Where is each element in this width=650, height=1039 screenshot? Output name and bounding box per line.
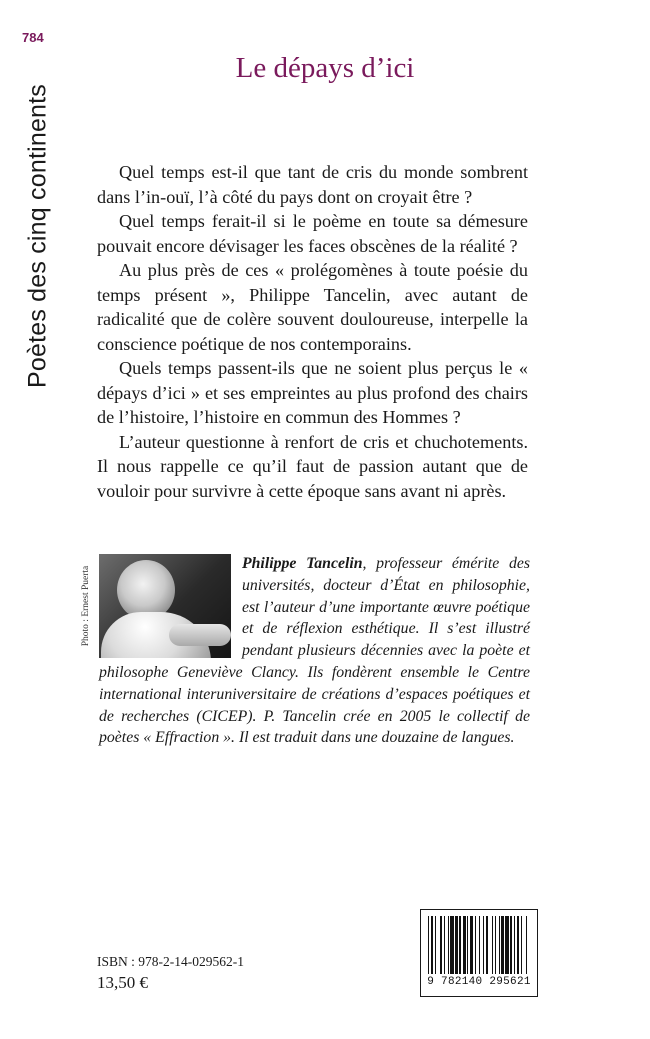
barcode-bar (510, 916, 511, 974)
bio-author-name: Philippe Tancelin (242, 555, 363, 572)
barcode-bar (505, 916, 509, 974)
barcode-bar (486, 916, 488, 974)
barcode-bars (428, 916, 530, 974)
barcode-bar (475, 916, 476, 974)
barcode-bar (431, 916, 433, 974)
barcode-bar (450, 916, 454, 974)
barcode-digits: 9 782140 295621 (427, 976, 531, 988)
blurb-paragraph: L’auteur questionne à renfort de cris et chuchotements. Il nous rappelle ce qu’il faut de passion autant que de vouloir pour survivre à cette époque sans avant ni après. (97, 431, 528, 501)
author-bio (99, 553, 530, 749)
blurb-paragraph: Quel temps ferait-il si le poème en toute sa démesure pouvait encore dévisager les faces obscènes de la réalité ? (97, 211, 528, 256)
barcode (420, 909, 538, 997)
barcode-bar (463, 916, 465, 974)
barcode-bar (428, 916, 429, 974)
barcode-bar (455, 916, 457, 974)
barcode-bar (470, 916, 474, 974)
barcode-bar (448, 916, 449, 974)
barcode-bar (526, 916, 527, 974)
barcode-bar (521, 916, 522, 974)
barcode-bar (492, 916, 493, 974)
series-number: 784 (22, 30, 44, 45)
book-title: Le dépays d’ici (235, 52, 415, 84)
blurb (97, 160, 528, 503)
barcode-bar (444, 916, 445, 974)
blurb-paragraph: Au plus près de ces « prolégomènes à toute poésie du temps présent », Philippe Tancelin, avec autant de radicalité que de colère souvent douloureuse, interpelle la conscience poétique de nos contemporains. (97, 260, 528, 354)
barcode-bar (517, 916, 519, 974)
barcode-bar (501, 916, 503, 974)
barcode-bar (435, 916, 436, 974)
series-name: Poètes des cinq continents (23, 83, 52, 389)
price: 13,50 € (97, 973, 148, 992)
barcode-bar (499, 916, 500, 974)
barcode-bar (495, 916, 496, 974)
barcode-bar (467, 916, 468, 974)
barcode-bar (483, 916, 484, 974)
barcode-bar (479, 916, 480, 974)
isbn: ISBN : 978-2-14-029562-1 (97, 954, 244, 969)
photo-spacer (99, 553, 242, 657)
barcode-bar (440, 916, 442, 974)
blurb-paragraph: Quels temps passent-ils que ne soient plus perçus le « dépays d’ici » et ses empreintes au plus profond des chairs de l’histoire, l’histoire en commun des Hommes ? (97, 358, 528, 427)
barcode-bar (459, 916, 460, 974)
barcode-bar (514, 916, 515, 974)
bio-text: , professeur émérite des universités, docteur d’État en philosophie, est l’auteur d’une importante œuvre poétique et de réflexion esthétique. Il s’est illustré pendant plusieurs décennies avec la poète et philosophe Geneviève Clancy. Ils fondèrent ensemble le Centre international interuniversitaire de créations d’espaces poétiques et de recherches (CICEP). P. Tancelin crée en 2005 le collectif de poètes « Effraction ». Il est traduit dans une douzaine de langues. (99, 555, 531, 747)
photo-credit: Photo : Ernest Puerta (81, 565, 91, 647)
blurb-paragraph: Quel temps est-il que tant de cris du monde sombrent dans l’in-ouï, l’à côté du pays dont on croyait être ? (97, 162, 528, 207)
